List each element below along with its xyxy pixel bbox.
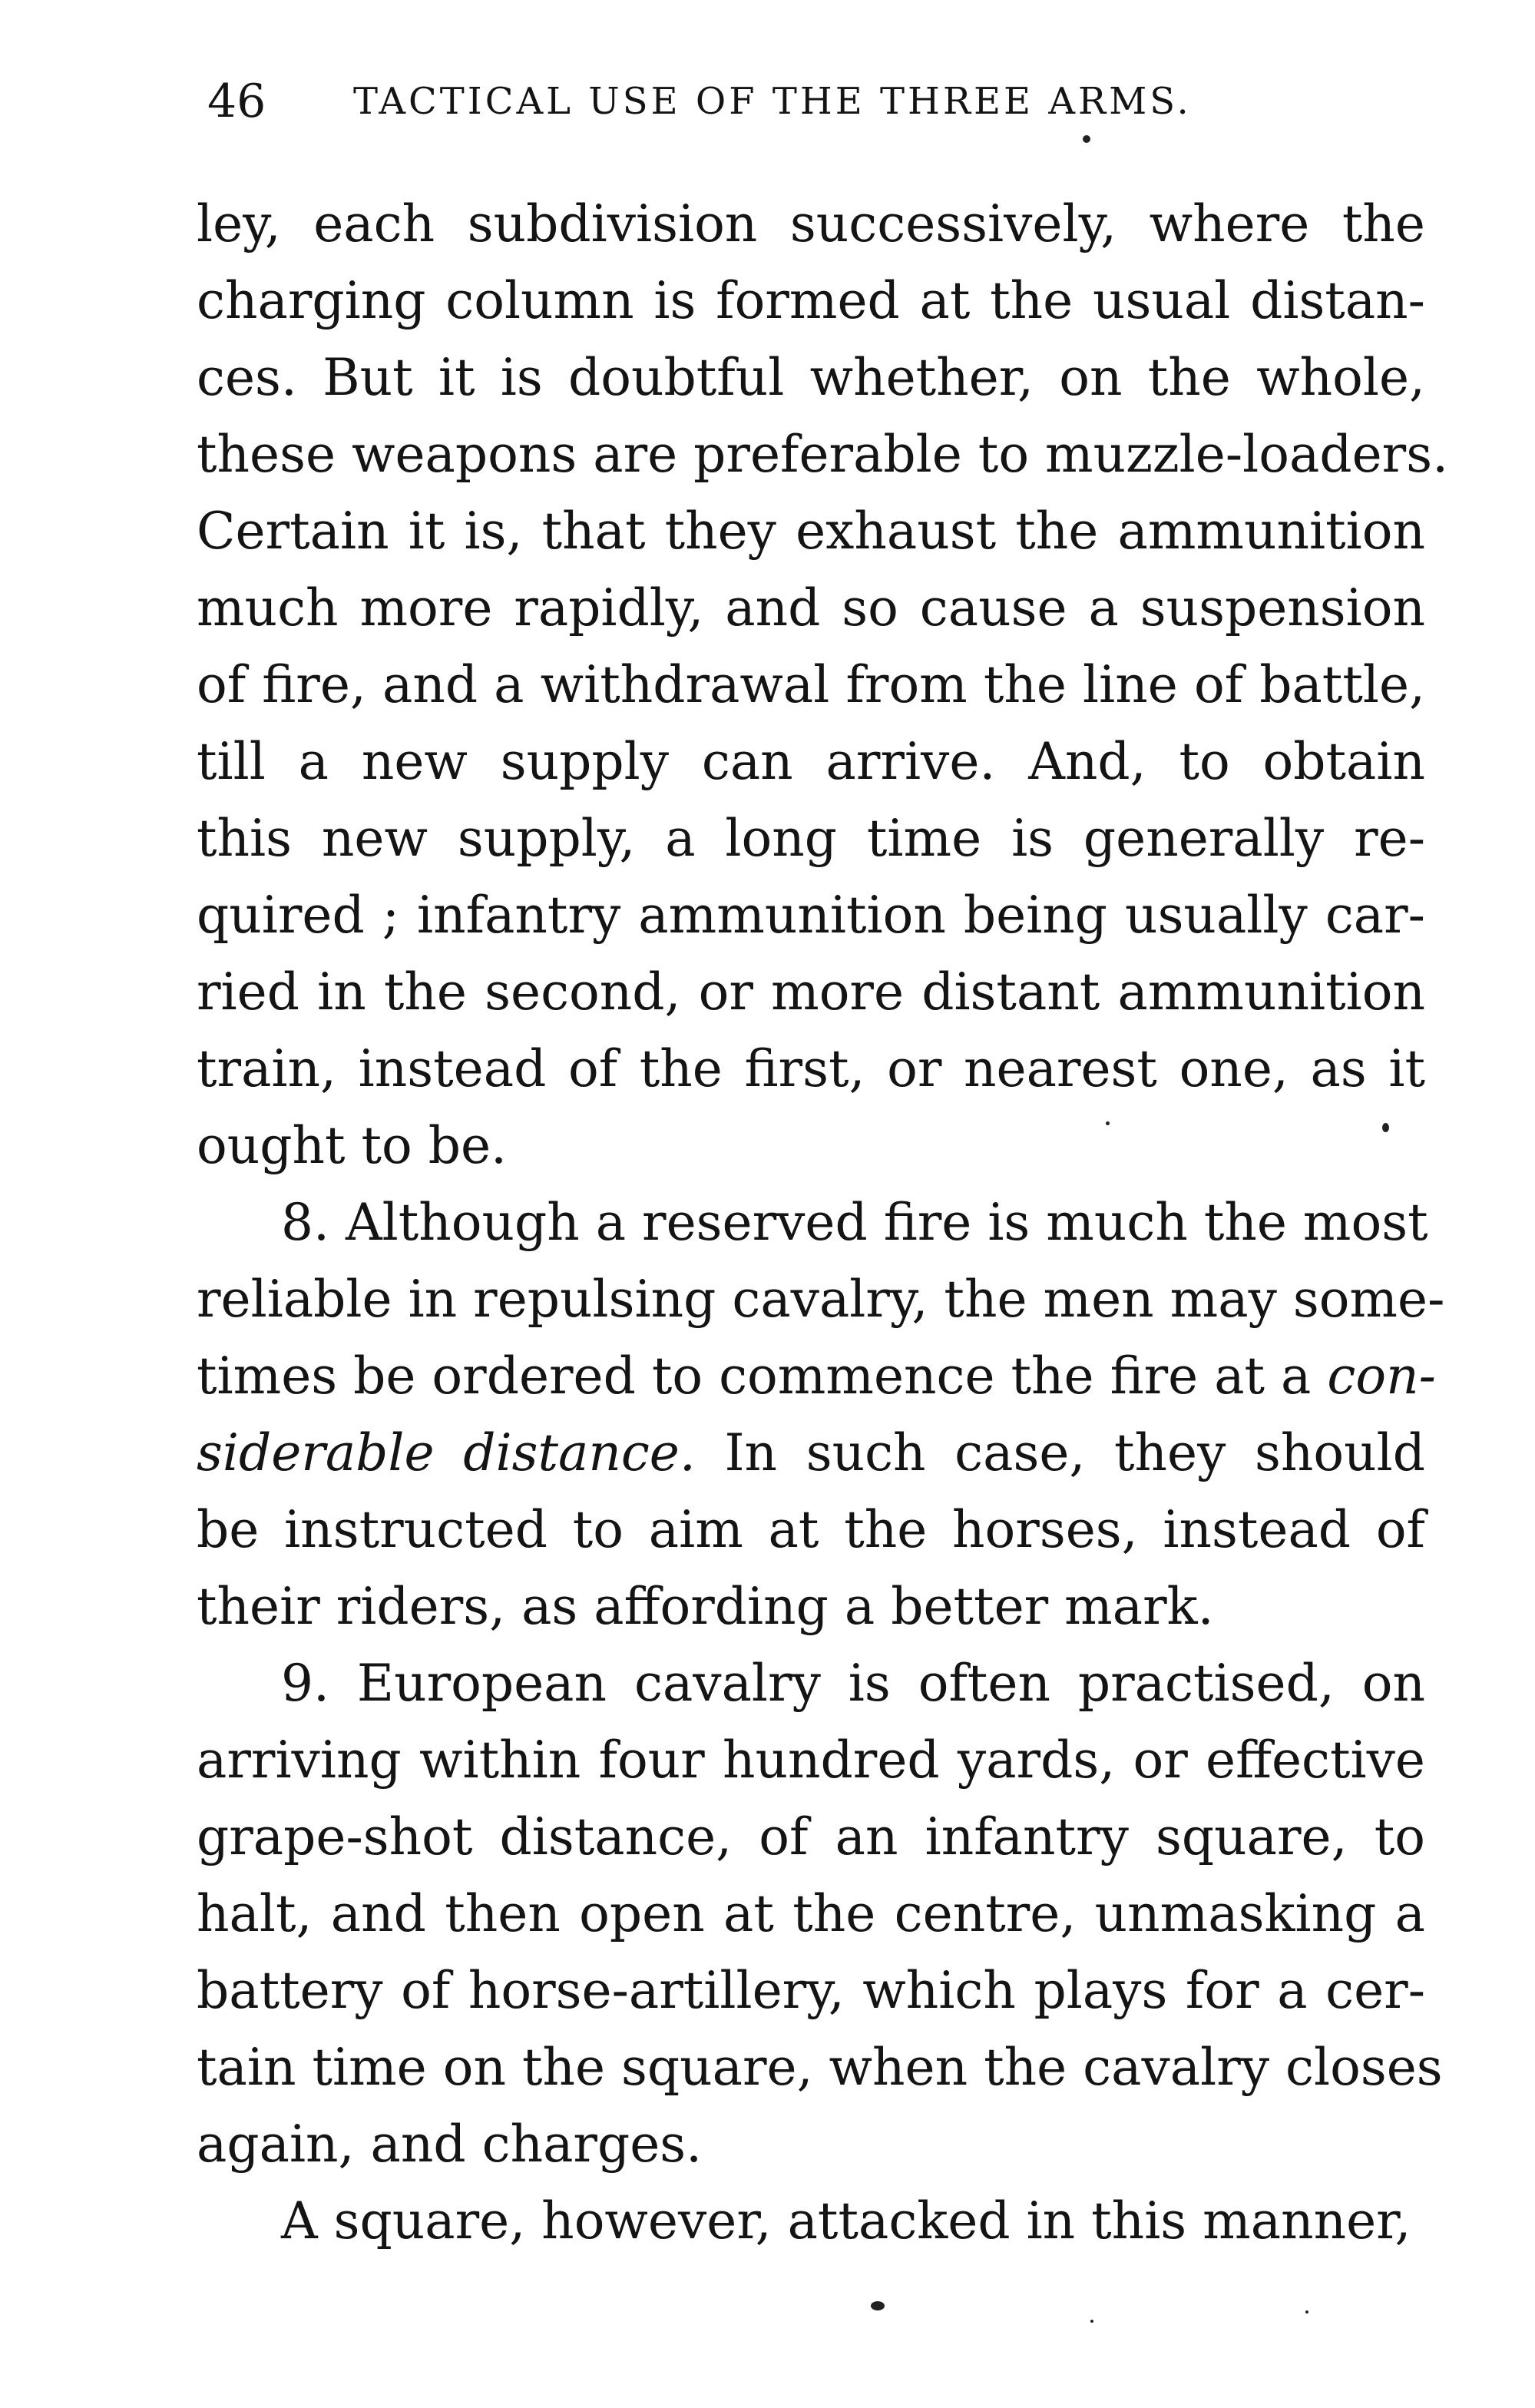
text-line [197, 1338, 1436, 1415]
body-text [197, 186, 1449, 2260]
text-line: battery of horse-artillery, which plays for a cer- [197, 1961, 1425, 2020]
print-speck [1090, 2320, 1093, 2323]
text-line: charging column is formed at the usual distan- [197, 271, 1425, 330]
text-line: this new supply, a long time is generally re- [197, 809, 1425, 868]
running-title: TACTICAL USE OF THE THREE ARMS. [353, 80, 1192, 123]
text-line: arriving within four hundred yards, or effective [197, 1731, 1425, 1790]
text-line: ley, each subdivision successively, where the [197, 194, 1425, 253]
italic-text: siderable distance. [197, 1423, 696, 1482]
text-line: halt, and then open at the centre, unmasking a [197, 1884, 1425, 1943]
text-line: of fire, and a withdrawal from the line of battle, [197, 655, 1425, 714]
text-segment: times be ordered to commence the fire at a [197, 1346, 1312, 1406]
italic-text: con- [1327, 1346, 1436, 1406]
text-line: ces. But it is doubtful whether, on the whole, [197, 348, 1425, 407]
text-segment: In such case, they should [724, 1423, 1426, 1482]
text-line: A square, however, attacked in this manner, [281, 2191, 1411, 2251]
text-line: much more rapidly, and so cause a suspension [197, 578, 1425, 638]
text-line: grape-shot distance, of an infantry square, to [197, 1807, 1425, 1866]
text-line: 8. Although a reserved fire is much the most [281, 1193, 1428, 1252]
page-header [207, 71, 1298, 132]
print-speck [1083, 135, 1090, 143]
text-line: again, and charges. [197, 2115, 703, 2174]
text-line [197, 1415, 1425, 1492]
text-line: their riders, as affording a better mark. [197, 1577, 1214, 1636]
print-speck [1305, 2310, 1308, 2314]
text-line: 9. European cavalry is often practised, on [281, 1654, 1425, 1713]
print-speck [871, 2301, 885, 2310]
text-line: ried in the second, or more distant ammunition [197, 962, 1425, 1022]
page-number: 46 [207, 75, 266, 128]
text-line: ought to be. [197, 1116, 508, 1175]
text-line: train, instead of the first, or nearest one, as it [197, 1039, 1425, 1098]
text-line: these weapons are preferable to muzzle-loaders. [197, 425, 1449, 484]
print-speck [1382, 1123, 1389, 1132]
text-line: be instructed to aim at the horses, instead of [197, 1500, 1425, 1559]
text-line: till a new supply can arrive. And, to obtain [197, 732, 1425, 791]
text-line: tain time on the square, when the cavalry closes [197, 2038, 1443, 2097]
text-line: quired ; infantry ammunition being usually car- [197, 886, 1425, 945]
text-line: reliable in repulsing cavalry, the men may some- [197, 1270, 1445, 1329]
print-speck [1106, 1121, 1110, 1125]
text-line: Certain it is, that they exhaust the ammunition [197, 502, 1425, 561]
